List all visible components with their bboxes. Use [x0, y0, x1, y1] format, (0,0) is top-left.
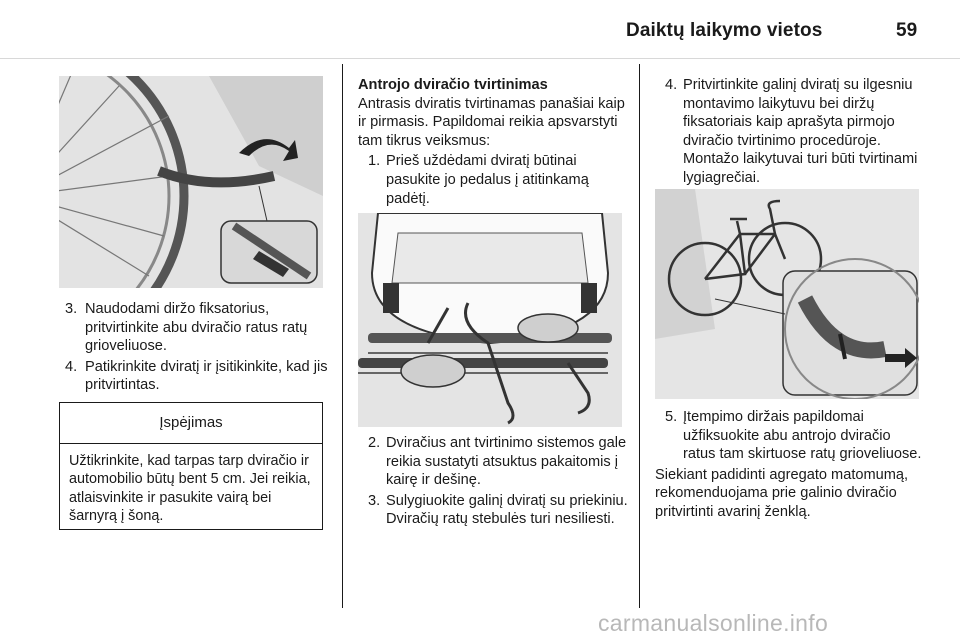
list-item	[655, 76, 927, 188]
column-3-lower	[655, 408, 927, 522]
figure-two-bikes-top-view	[358, 213, 622, 427]
warning-text: Užtikrinkite, kad tarpas tarp dviračio ir automobilio būtų bent 5 cm. Jei reikia, atlaisvinkite ir pasukite vairą bei šarnyrą į šoną.	[69, 453, 311, 525]
subheading: Antrojo dviračio tvirtinimas	[358, 77, 548, 93]
list-item	[59, 358, 329, 395]
list-text: Prieš uždėdami dviratį būtinai pasukite jo pedalus į atitinkamą padėtį.	[386, 153, 589, 207]
column-divider-right	[639, 64, 640, 608]
figure-bike-inset	[655, 189, 919, 399]
intro-paragraph: Antrasis dviratis tvirtinamas panašiai kaip ir pirmasis. Papildomai reikia apsvarstyti tam tikrus veiksmus:	[358, 95, 625, 149]
list-number: 3.	[65, 301, 78, 317]
list-text: Naudodami diržo fiksatorius, pritvirtinkite abu dviračio ratus ratų grioveliuose.	[85, 301, 308, 355]
list-number: 3.	[368, 492, 381, 509]
column-2-lower	[358, 434, 628, 529]
column-2	[358, 76, 628, 208]
section-title: Daiktų laikymo vietos	[626, 20, 823, 41]
warning-box	[59, 402, 323, 530]
page-header	[0, 0, 960, 58]
column-divider-left	[342, 64, 343, 608]
list-number: 5.	[665, 409, 678, 425]
column-1	[59, 300, 329, 395]
warning-title: Įspėjimas	[60, 403, 322, 444]
list-number: 1.	[368, 153, 381, 170]
column-3	[655, 76, 927, 188]
list-number: 4.	[665, 77, 678, 93]
list-text: Dviračius ant tvirtinimo sistemos gale reikia sustatyti atsuktus pakaitomis į kairę ir dešinę.	[386, 435, 627, 489]
figure-wheel-strap	[59, 76, 323, 288]
watermark: carmanualsonline.info	[598, 610, 829, 636]
closing-paragraph: Siekiant padidinti agregato matomumą, rekomenduojama prie galinio dviračio pritvirtinti avarinį ženklą.	[655, 466, 909, 520]
list-text: Patikrinkite dviratį ir įsitikinkite, kad jis pritvirtintas.	[85, 358, 328, 394]
list-number: 2.	[368, 435, 381, 451]
list-item	[358, 152, 628, 208]
list-item	[358, 434, 628, 490]
list-item	[59, 300, 329, 356]
list-number: 4.	[65, 358, 78, 375]
list-text: Pritvirtinkite galinį dviratį su ilgesniu montavimo laikytuvu bei diržų fiksatoriais kaip aprašyta pirmojo dviračio tvirtinimo procedūroje. Montažo laikytuvai turi būti tvirtinami lygiagrečiai.	[683, 77, 918, 186]
header-divider	[0, 58, 960, 59]
list-item	[358, 492, 628, 529]
list-text: Įtempimo diržais papildomai užfiksuokite abu antrojo dviračio ratus tam skirtuose ratų grioveliuose.	[683, 409, 922, 463]
page-number: 59	[896, 20, 918, 41]
list-item	[655, 408, 927, 464]
list-text: Sulygiuokite galinį dviratį su priekiniu. Dviračių ratų stebulės turi nesiliesti.	[386, 492, 628, 528]
